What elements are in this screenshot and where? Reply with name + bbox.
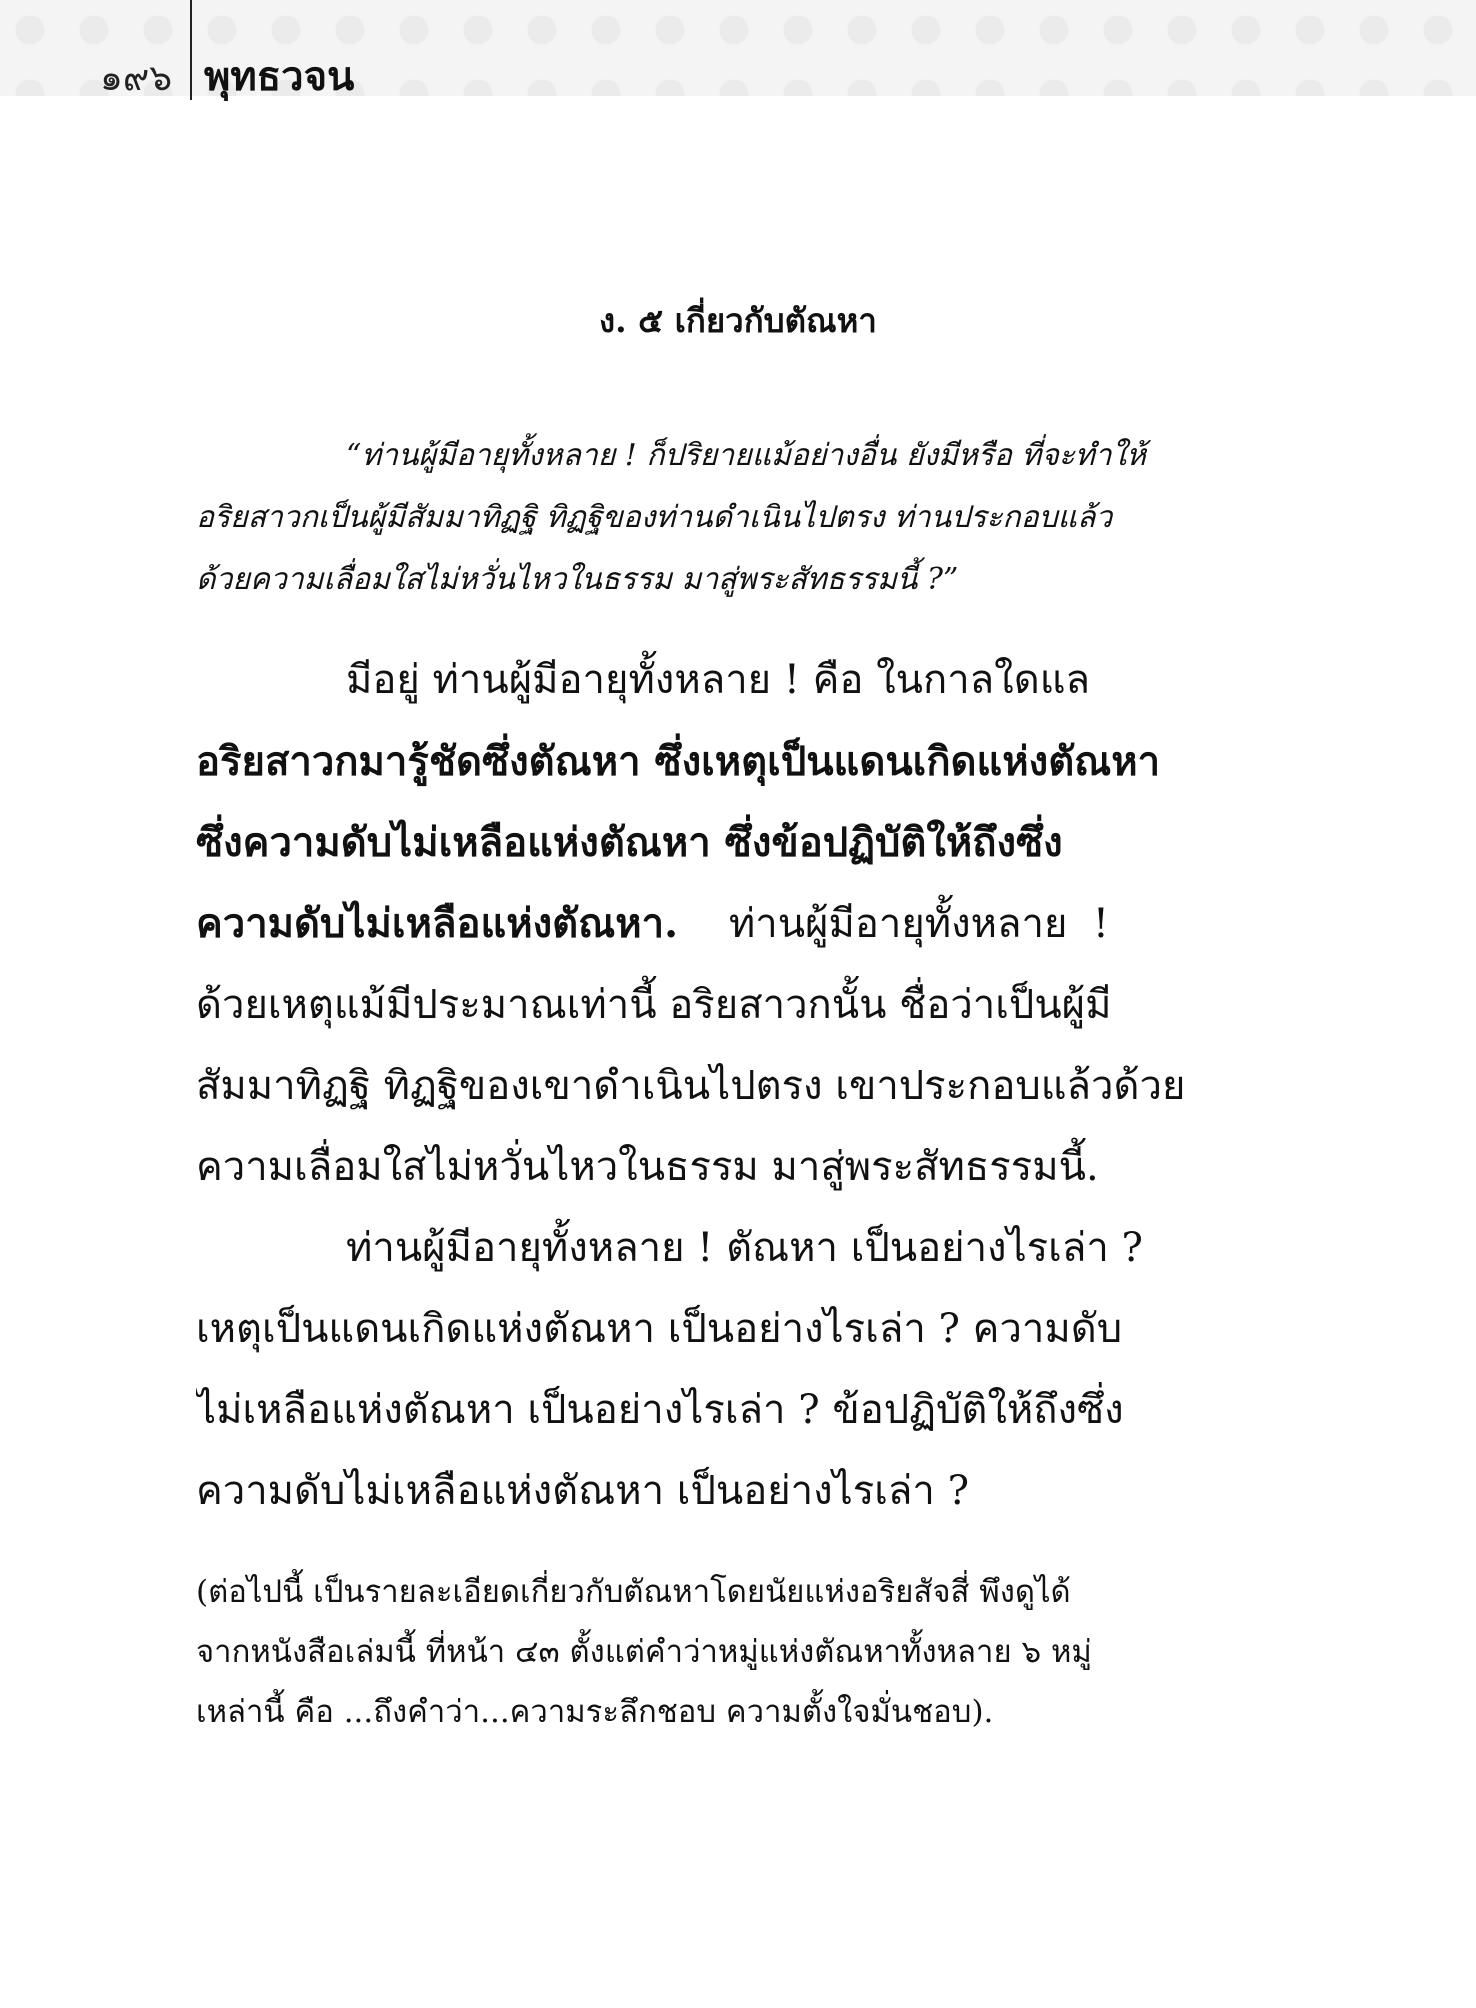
section-heading: ง. ๕ เกี่ยวกับตัณหา <box>599 301 877 340</box>
quote-line: “ท่านผู้มีอายุทั้งหลาย ! ก็ปริยายแม้อย่างอื่น ยังมีหรือ ที่จะทำให้ <box>346 438 1146 473</box>
body-phrase: ท่านผู้มีอายุทั้งหลาย ! <box>678 901 1109 947</box>
body-bold-phrase: ความดับไม่เหลือแห่งตัณหา. <box>196 900 678 947</box>
body-line-mixed <box>196 883 1200 965</box>
header-divider <box>190 0 192 100</box>
body-line: ด้วยเหตุแม้มีประมาณเท่านี้ อริยสาวกนั้น ชื่อว่าเป็นผู้มี <box>196 982 1112 1028</box>
quote-line: ด้วยความเลื่อมใสไม่หวั่นไหวในธรรม มาสู่พระสัทธรรมนี้ ?” <box>196 562 959 597</box>
body-text <box>196 640 1200 1532</box>
page-number: ๑๙๖ <box>100 58 173 99</box>
footnote-line: เหล่านี้ คือ ...ถึงคำว่า...ความระลึกชอบ ความตั้งใจมั่นชอบ). <box>196 1694 994 1730</box>
footnote-line: (ต่อไปนี้ เป็นรายละเอียดเกี่ยวกับตัณหาโดยนัยแห่งอริยสัจสี่ พึงดูได้ <box>196 1574 1071 1610</box>
body-line-bold: อริยสาวกมารู้ชัดซึ่งตัณหา ซึ่งเหตุเป็นแดนเกิดแห่งตัณหา <box>196 738 1161 785</box>
body-line: ท่านผู้มีอายุทั้งหลาย ! ตัณหา เป็นอย่างไรเล่า ? <box>346 1225 1143 1271</box>
body-line: ไม่เหลือแห่งตัณหา เป็นอย่างไรเล่า ? ข้อปฏิบัติให้ถึงซึ่ง <box>196 1387 1124 1433</box>
body-line: ความเลื่อมใสไม่หวั่นไหวในธรรม มาสู่พระสัทธรรมนี้. <box>196 1144 1099 1190</box>
body-line-bold: ซึ่งความดับไม่เหลือแห่งตัณหา ซึ่งข้อปฏิบัติให้ถึงซึ่ง <box>196 819 1063 866</box>
quote-line: อริยสาวกเป็นผู้มีสัมมาทิฏฐิ ทิฏฐิของท่านดำเนินไปตรง ท่านประกอบแล้ว <box>196 500 1113 535</box>
body-line: สัมมาทิฏฐิ ทิฏฐิของเขาดำเนินไปตรง เขาประกอบแล้วด้วย <box>196 1063 1186 1109</box>
quote-block <box>196 425 1200 611</box>
body-line: มีอยู่ ท่านผู้มีอายุทั้งหลาย ! คือ ในกาลใดแล <box>346 657 1090 703</box>
body-line: ความดับไม่เหลือแห่งตัณหา เป็นอย่างไรเล่า ? <box>196 1468 970 1514</box>
footnote-block <box>196 1562 1200 1742</box>
body-line: เหตุเป็นแดนเกิดแห่งตัณหา เป็นอย่างไรเล่า ? ความดับ <box>196 1306 1123 1352</box>
book-title: พุทธวจน <box>204 53 355 100</box>
footnote-line: จากหนังสือเล่มนี้ ที่หน้า ๔๓ ตั้งแต่คำว่าหมู่แห่งตัณหาทั้งหลาย ๖ หมู่ <box>196 1634 1092 1670</box>
